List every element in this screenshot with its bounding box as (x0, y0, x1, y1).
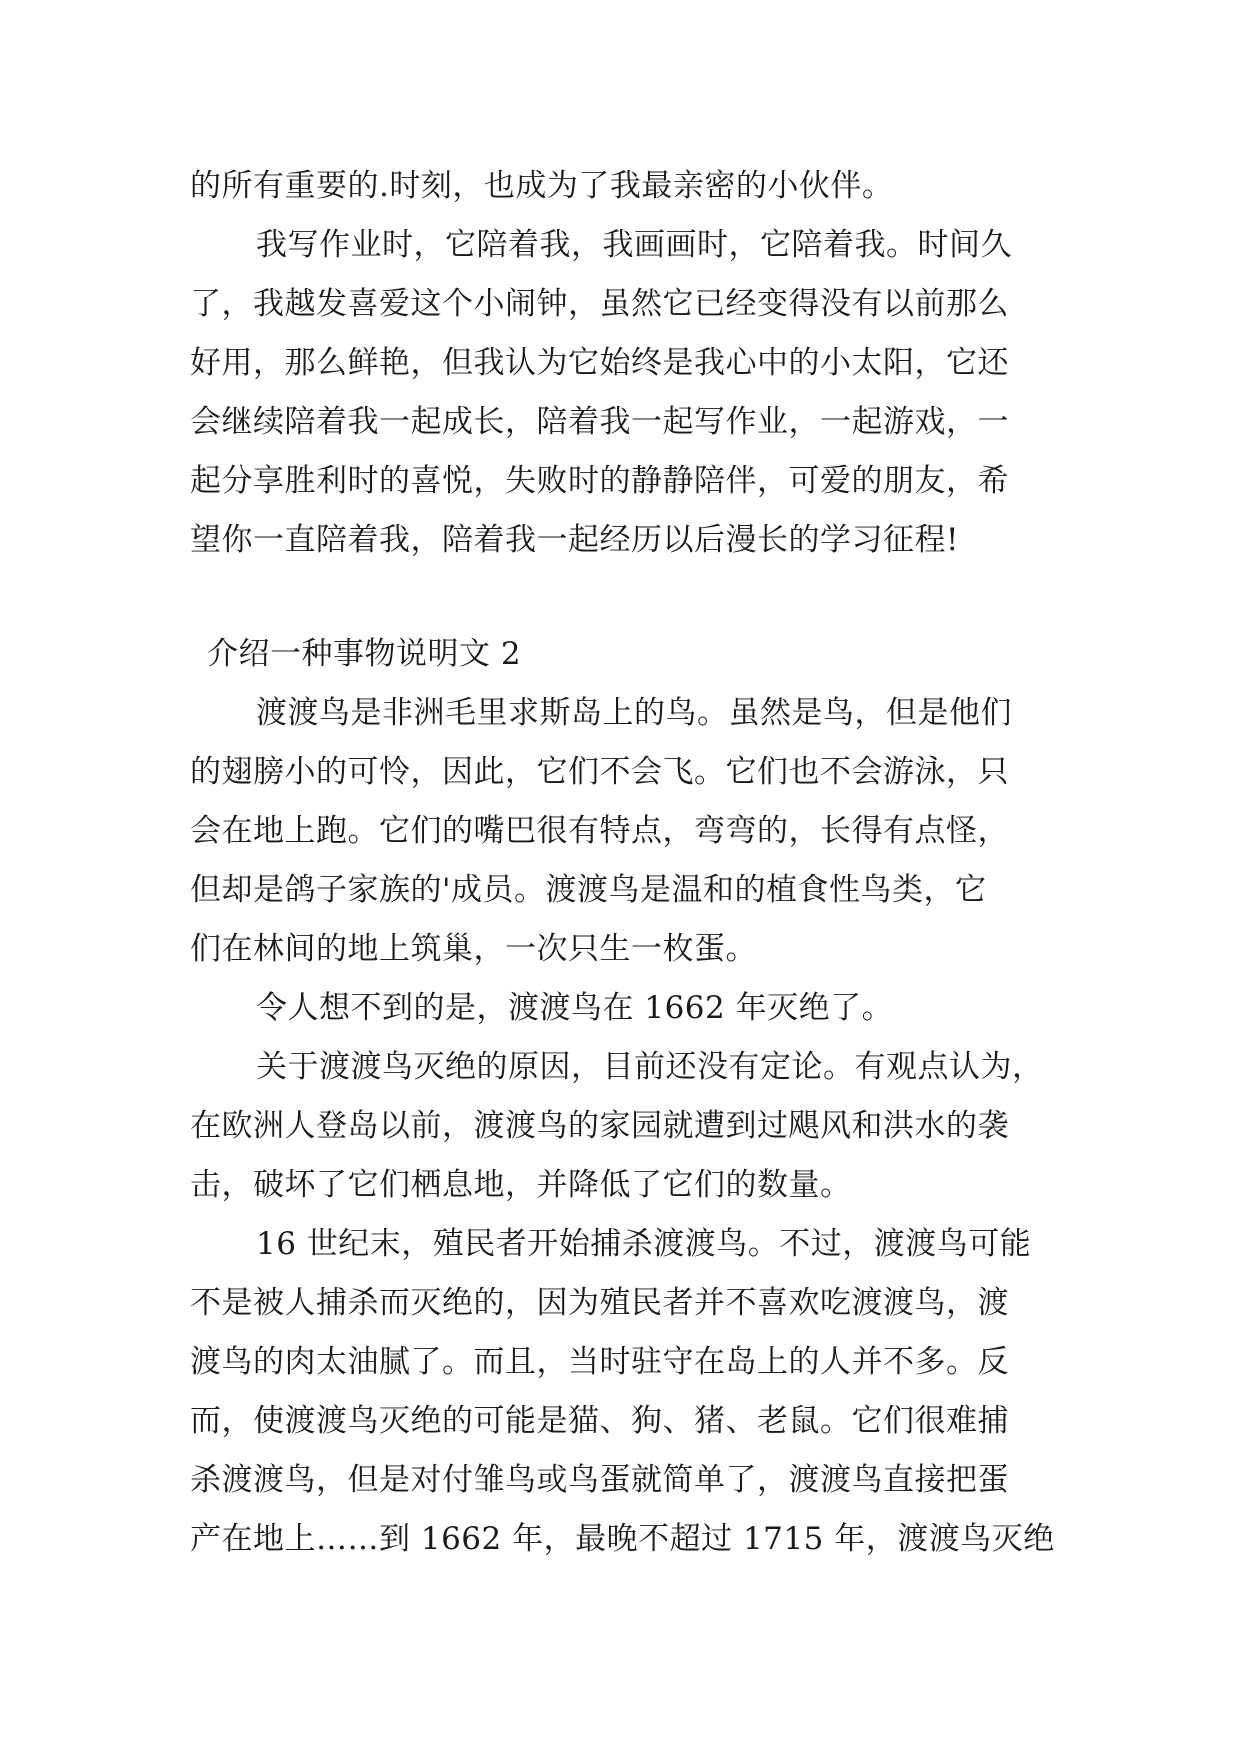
paragraph-line: 的所有重要的.时刻，也成为了我最亲密的小伙伴。 (190, 168, 894, 204)
paragraph-line: 杀渡渡鸟，但是对付雏鸟或鸟蛋就简单了，渡渡鸟直接把蛋 (190, 1462, 1009, 1498)
paragraph-line: 了，我越发喜爱这个小闹钟，虽然它已经变得没有以前那么 (190, 286, 1009, 322)
paragraph-line: 但却是鸽子家族的'成员。渡渡鸟是温和的植食性鸟类，它 (190, 872, 987, 908)
paragraph-line: 会在地上跑。它们的嘴巴很有特点，弯弯的，长得有点怪， (190, 813, 1009, 849)
paragraph-line: 望你一直陪着我，陪着我一起经历以后漫长的学习征程! (190, 522, 959, 558)
paragraph-line: 击，破坏了它们栖息地，并降低了它们的数量。 (190, 1167, 852, 1203)
paragraph-line: 而，使渡渡鸟灭绝的可能是猫、狗、猪、老鼠。它们很难捕 (190, 1403, 1009, 1439)
paragraph-line: 产在地上……到 1662 年，最晚不超过 1715 年，渡渡鸟灭绝 (190, 1521, 1055, 1557)
paragraph-line: 在欧洲人登岛以前，渡渡鸟的家园就遭到过飓风和洪水的袭 (190, 1108, 1009, 1144)
section-title: 介绍一种事物说明文 2 (207, 636, 522, 672)
paragraph-line: 的翅膀小的可怜，因此，它们不会飞。它们也不会游泳，只 (190, 754, 1009, 790)
paragraph-line: 关于渡渡鸟灭绝的原因，目前还没有定论。有观点认为， (256, 1049, 1044, 1085)
paragraph-line: 起分享胜利时的喜悦，失败时的静静陪伴，可爱的朋友，希 (190, 463, 1009, 499)
paragraph-line: 们在林间的地上筑巢，一次只生一枚蛋。 (190, 931, 757, 967)
paragraph-line: 好用，那么鲜艳，但我认为它始终是我心中的小太阳，它还 (190, 345, 1009, 381)
paragraph-line: 渡渡鸟是非洲毛里求斯岛上的鸟。虽然是鸟，但是他们 (256, 695, 1012, 731)
paragraph-line: 会继续陪着我一起成长，陪着我一起写作业，一起游戏，一 (190, 404, 1009, 440)
paragraph-line: 不是被人捕杀而灭绝的，因为殖民者并不喜欢吃渡渡鸟，渡 (190, 1285, 1009, 1321)
paragraph-line: 渡鸟的肉太油腻了。而且，当时驻守在岛上的人并不多。反 (190, 1344, 1009, 1380)
paragraph-line: 令人想不到的是，渡渡鸟在 1662 年灭绝了。 (256, 990, 894, 1026)
paragraph-line: 我写作业时，它陪着我，我画画时，它陪着我。时间久 (256, 227, 1012, 263)
paragraph-line: 16 世纪末，殖民者开始捕杀渡渡鸟。不过，渡渡鸟可能 (256, 1226, 1032, 1262)
